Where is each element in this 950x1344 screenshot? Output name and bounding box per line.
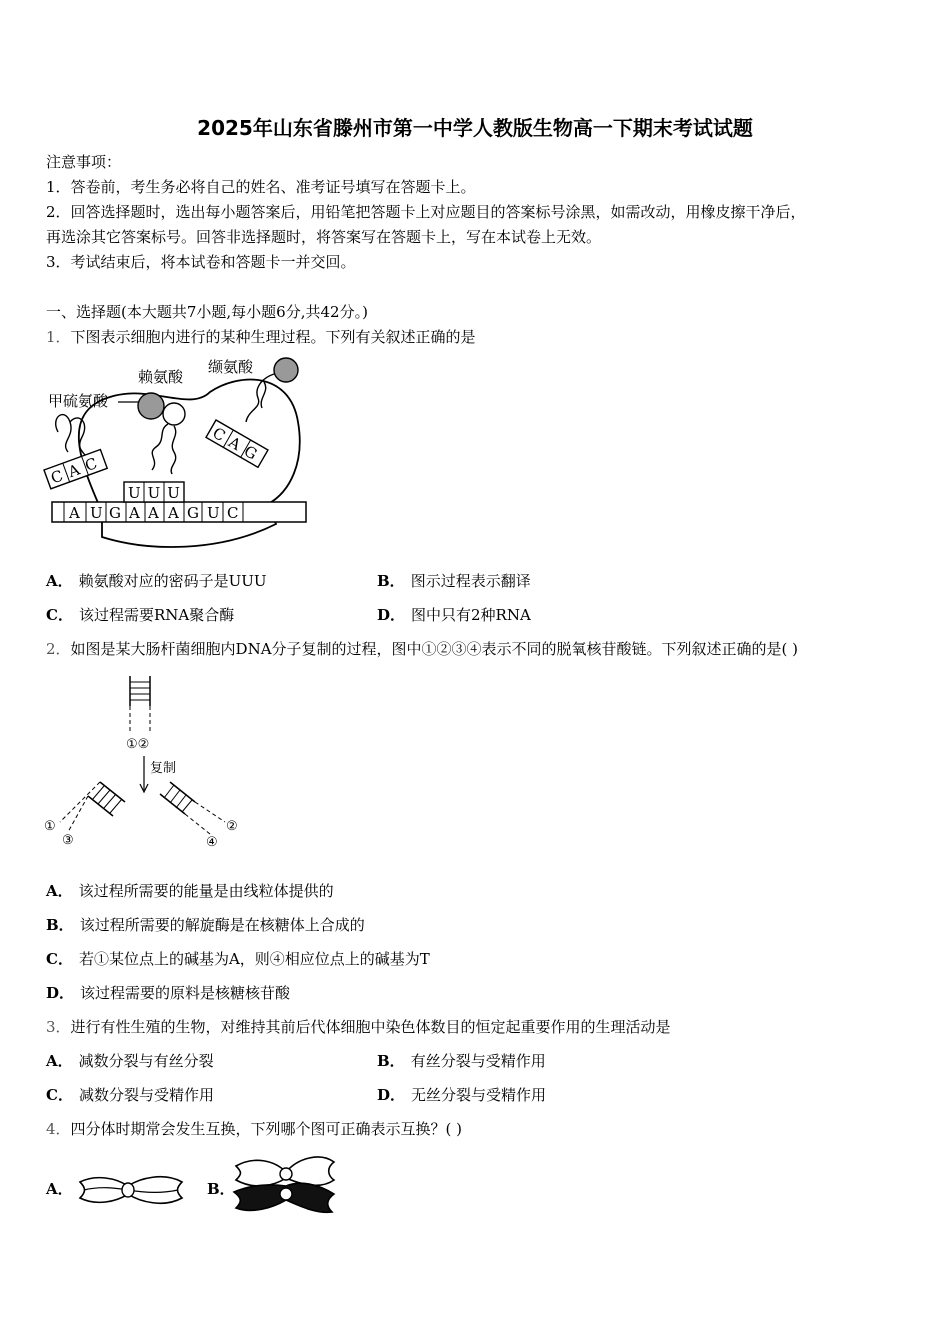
option-a[interactable] (46, 1050, 214, 1071)
option-b[interactable] (377, 1050, 546, 1071)
notice-item: 1．答卷前，考生务必将自己的姓名、准考证号填写在答题卡上。 (46, 178, 476, 196)
question-4 (46, 1118, 462, 1139)
option-label: A． (46, 1180, 73, 1198)
option-text: 该过程需要RNA聚合酶 (78, 606, 235, 624)
option-text: 若①某位点上的碱基为A，则④相应位点上的碱基为T (78, 950, 430, 968)
anticodon-text: CAC (48, 451, 107, 488)
strand-label: ① (44, 819, 56, 834)
option-label: D． (46, 984, 75, 1002)
amino-acid-label: 赖氨酸 (138, 368, 184, 386)
option-c[interactable] (46, 948, 430, 969)
chromosome-figure-b (230, 1150, 340, 1216)
option-d[interactable] (377, 1084, 546, 1105)
arrow-label: 复制 (150, 761, 177, 776)
strand-label: ④ (206, 835, 218, 850)
dna-replication-diagram (40, 672, 250, 852)
option-d[interactable] (46, 982, 290, 1003)
question-number: 4． (46, 1120, 71, 1138)
mrna-base: A (129, 504, 140, 522)
option-a[interactable] (46, 1178, 79, 1199)
mrna-base: A (69, 504, 80, 522)
question-number: 1． (46, 328, 71, 346)
amino-acid-label: 甲硫氨酸 (48, 392, 109, 410)
option-label: C． (46, 950, 73, 968)
question-text: 四分体时期常会发生互换，下列哪个图可正确表示互换？( ) (70, 1120, 463, 1138)
option-text: 减数分裂与受精作用 (78, 1086, 214, 1104)
daughter-dna-left (60, 782, 125, 832)
option-a[interactable] (46, 570, 267, 591)
option-text: 赖氨酸对应的密码子是UUU (78, 572, 267, 590)
option-b[interactable] (377, 570, 531, 591)
mrna-base: G (187, 504, 199, 522)
option-label: A． (46, 882, 73, 900)
option-label: D． (377, 606, 406, 624)
mrna-base: U (90, 504, 103, 522)
option-text: 减数分裂与有丝分裂 (78, 1052, 214, 1070)
option-text: 图中只有2种RNA (411, 606, 531, 624)
option-label: A． (46, 572, 73, 590)
option-text: 该过程所需要的能量是由线粒体提供的 (78, 882, 334, 900)
option-label: C． (46, 1086, 73, 1104)
option-c[interactable] (46, 1084, 214, 1105)
option-label: C． (46, 606, 73, 624)
question-text: 如图是某大肠杆菌细胞内DNA分子复制的过程，图中①②③④表示不同的脱氧核苷酸链。下列叙述正确的是( ) (70, 640, 799, 658)
strand-label: ② (226, 819, 238, 834)
option-text: 有丝分裂与受精作用 (410, 1052, 546, 1070)
option-label: B． (207, 1180, 235, 1198)
mrna-base: A (148, 504, 159, 522)
amino-acid-label: 缬氨酸 (208, 358, 254, 376)
anticodon-text: CAG (209, 423, 267, 467)
option-label: D． (377, 1086, 406, 1104)
amino-acid-ball (138, 393, 164, 419)
chromosome-figure-a (76, 1170, 188, 1212)
mrna-base: U (207, 504, 220, 522)
mrna-base: C (227, 504, 239, 522)
parent-dna (130, 676, 150, 734)
amino-acid-ball (274, 358, 298, 382)
mrna-base: G (109, 504, 121, 522)
option-text: 图示过程表示翻译 (410, 572, 531, 590)
option-text: 无丝分裂与受精作用 (411, 1086, 547, 1104)
mrna-base: A (168, 504, 179, 522)
option-d[interactable] (377, 604, 531, 625)
notice-item: 3．考试结束后，将本试卷和答题卡一并交回。 (46, 253, 356, 271)
option-text: 该过程所需要的解旋酶是在核糖体上合成的 (79, 916, 365, 934)
question-text: 下图表示细胞内进行的某种生理过程。下列有关叙述正确的是 (70, 328, 476, 346)
trna-middle (124, 393, 187, 502)
option-label: B． (46, 916, 74, 934)
question-1 (46, 326, 476, 347)
option-label: B． (377, 572, 405, 590)
notice-item: 2．回答选择题时，选出每小题答案后，用铅笔把答题卡上对应题目的答案标号涂黑，如需改动，用橡皮擦干净后， (46, 203, 806, 221)
page-title: 2025年山东省滕州市第一中学人教版生物高一下期末考试试题 (197, 116, 753, 140)
translation-diagram (40, 352, 320, 552)
option-a[interactable] (46, 880, 334, 901)
question-number: 3． (46, 1018, 71, 1036)
question-number: 2． (46, 640, 71, 658)
notice-heading: 注意事项： (46, 153, 122, 171)
question-text: 进行有性生殖的生物，对维持其前后代体细胞中染色体数目的恒定起重要作用的生理活动是 (70, 1018, 671, 1036)
section-heading: 一、选择题(本大题共7小题,每小题6分,共42分。) (46, 303, 368, 321)
strand-label: ③ (62, 833, 74, 848)
option-c[interactable] (46, 604, 234, 625)
question-2 (46, 638, 798, 659)
option-text: 该过程需要的原料是核糖核苷酸 (80, 984, 291, 1002)
option-label: A． (46, 1052, 73, 1070)
option-label: B． (377, 1052, 405, 1070)
anticodon-text: UUU (128, 484, 187, 502)
option-b[interactable] (46, 914, 365, 935)
strand-label: ①② (126, 737, 150, 752)
daughter-dna-right (160, 782, 225, 834)
question-3 (46, 1016, 671, 1037)
notice-item: 再选涂其它答案标号。回答非选择题时，将答案写在答题卡上，写在本试卷上无效。 (46, 228, 602, 246)
mrna-bases (64, 502, 243, 522)
trna-left (44, 415, 107, 489)
